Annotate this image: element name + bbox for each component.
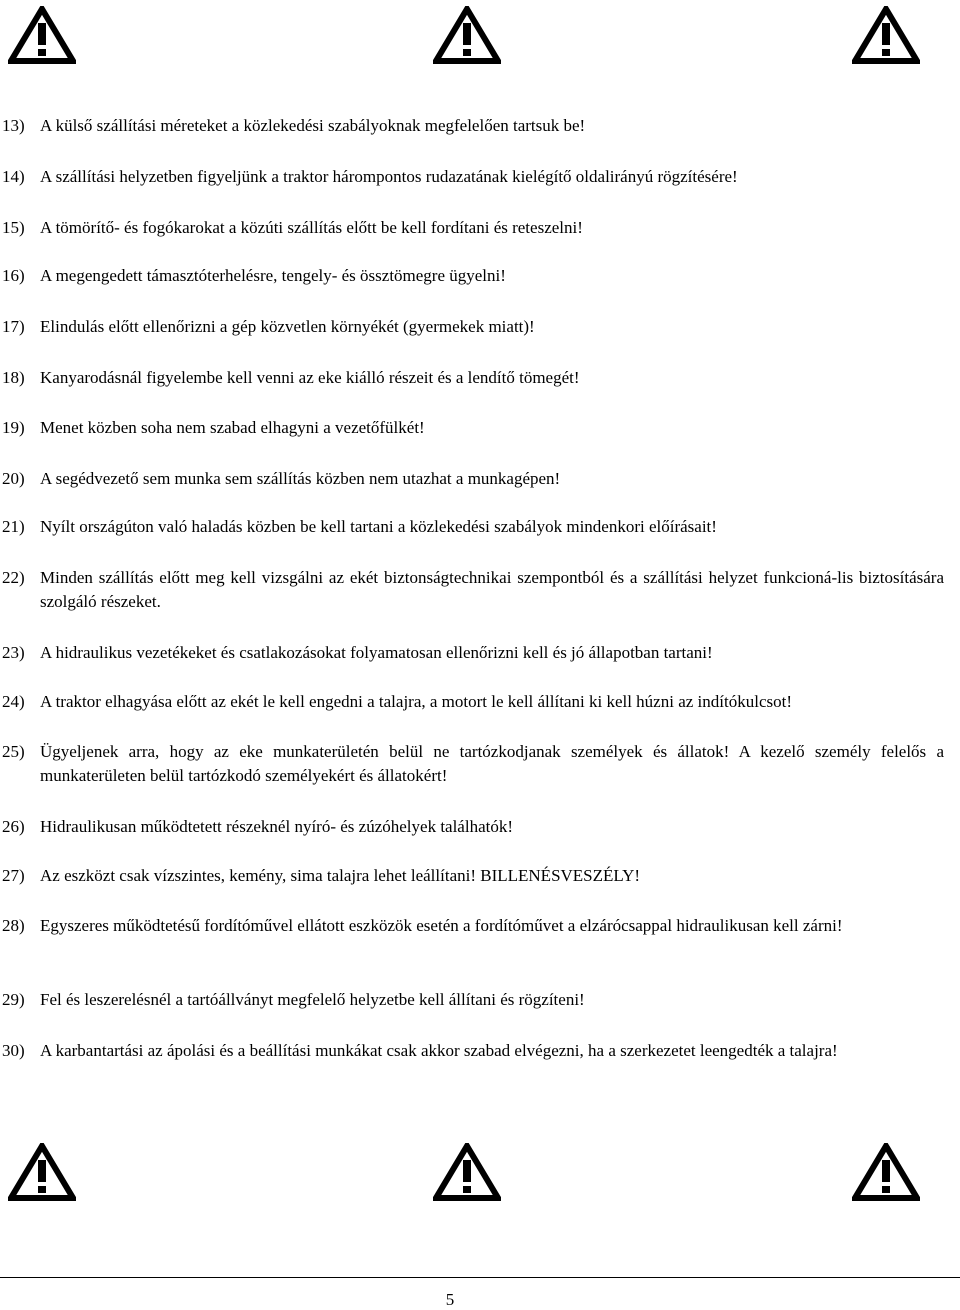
item-number: 15) <box>2 218 25 237</box>
item-text: Hidraulikusan működtetett részeknél nyíró- és zúzóhelyek találhatók! <box>40 817 514 836</box>
list-item <box>0 1039 944 1063</box>
item-text: Egyszeres működtetésű fordítóművel ellátott eszközök esetén a fordítóművet a elzárócsappal hidraulikusan kell zárni! <box>40 916 843 935</box>
page-number: 5 <box>445 1290 455 1309</box>
item-text: Nyílt országúton való haladás közben be kell tartani a közlekedési szabályok mindenkori előírásait! <box>40 517 717 536</box>
item-text: A hidraulikus vezetékeket és csatlakozásokat folyamatosan ellenőrizni kell és jó állapotban tartani! <box>40 643 713 662</box>
item-number: 22) <box>2 568 25 587</box>
item-text: Menet közben soha nem szabad elhagyni a vezetőfülkét! <box>40 418 425 437</box>
list-item <box>0 264 944 288</box>
warning-triangle-icon <box>852 6 920 64</box>
list-item <box>0 914 944 938</box>
list-item <box>0 815 944 839</box>
item-number: 21) <box>2 517 25 536</box>
list-item <box>0 566 944 614</box>
list-item <box>0 165 944 189</box>
item-text: A külső szállítási méreteket a közlekedési szabályoknak megfelelően tartsuk be! <box>40 116 586 135</box>
item-number: 25) <box>2 742 25 761</box>
list-item <box>0 864 944 888</box>
list-item <box>0 641 944 665</box>
warning-triangle-icon <box>433 1143 501 1201</box>
item-text: A karbantartási az ápolási és a beállítási munkákat csak akkor szabad elvégezni, ha a szerkezetet leengedték a talajra! <box>40 1041 838 1060</box>
item-text: Kanyarodásnál figyelembe kell venni az eke kiálló részeit és a lendítő tömegét! <box>40 368 580 387</box>
item-number: 27) <box>2 866 25 885</box>
list-item <box>0 216 944 240</box>
item-number: 28) <box>2 916 25 935</box>
item-number: 18) <box>2 368 25 387</box>
item-text: A tömörítő- és fogókarokat a közúti szállítás előtt be kell fordítani és reteszelni! <box>40 218 583 237</box>
list-item <box>0 515 944 539</box>
item-number: 16) <box>2 266 25 285</box>
item-text: A segédvezető sem munka sem szállítás közben nem utazhat a munkagépen! <box>40 469 561 488</box>
list-item <box>0 690 944 714</box>
item-number: 13) <box>2 116 25 135</box>
warning-triangle-icon <box>852 1143 920 1201</box>
item-number: 26) <box>2 817 25 836</box>
item-text: A megengedett támasztóterhelésre, tengely- és össztömegre ügyelni! <box>40 266 506 285</box>
list-item <box>0 315 944 339</box>
list-item <box>0 740 944 788</box>
item-text: Elindulás előtt ellenőrizni a gép közvetlen környékét (gyermekek miatt)! <box>40 317 535 336</box>
item-text: Fel és leszerelésnél a tartóállványt megfelelő helyzetbe kell állítani és rögzíteni! <box>40 990 585 1009</box>
item-number: 30) <box>2 1041 25 1060</box>
item-text: A szállítási helyzetben figyeljünk a traktor hárompontos rudazatának kielégítő oldalirányú rögzítésére! <box>40 167 738 186</box>
list-item <box>0 416 944 440</box>
item-text: Az eszközt csak vízszintes, kemény, sima talajra lehet leállítani! BILLENÉSVESZÉLY! <box>40 866 641 885</box>
list-item <box>0 467 944 491</box>
item-number: 29) <box>2 990 25 1009</box>
warning-triangle-icon <box>8 1143 76 1201</box>
item-number: 14) <box>2 167 25 186</box>
list-item <box>0 114 944 138</box>
warning-triangle-icon <box>433 6 501 64</box>
warning-triangle-icon <box>8 6 76 64</box>
item-number: 24) <box>2 692 25 711</box>
list-item <box>0 366 944 390</box>
item-text: Minden szállítás előtt meg kell vizsgálni az ekét biztonságtechnikai szempontból és a szállítási helyzet funkcioná-lis biztosítására szolgáló részeket. <box>40 568 944 611</box>
list-item <box>0 988 944 1012</box>
item-number: 20) <box>2 469 25 488</box>
item-number: 19) <box>2 418 25 437</box>
item-number: 17) <box>2 317 25 336</box>
footer-divider <box>0 1277 960 1278</box>
item-number: 23) <box>2 643 25 662</box>
item-text: A traktor elhagyása előtt az ekét le kell engedni a talajra, a motort le kell állítani ki kell húzni az indítókulcsot! <box>40 692 792 711</box>
item-text: Ügyeljenek arra, hogy az eke munkaterületén belül ne tartózkodjanak személyek és állatok! A kezelő személy felelős a munkaterületen belül tartózkodó személyekért és állatokért! <box>40 742 944 785</box>
